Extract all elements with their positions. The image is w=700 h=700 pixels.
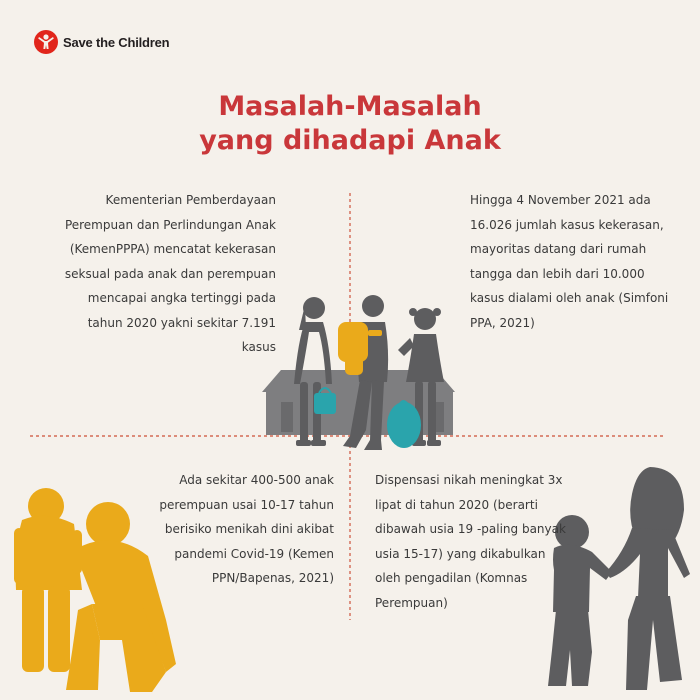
brand-name: Save the Children: [63, 34, 170, 50]
mother-silhouette: [606, 467, 690, 690]
fact-early-marriage-risk: Ada sekitar 400-500 anak perempuan usai 10-17 tahun berisiko menikah dini akibat pandemi Covid-19 (Kemen PPN/Bapenas, 2021): [159, 473, 334, 585]
fact-marriage-dispensation: Dispensasi nikah meningkat 3x lipat di tahun 2020 (berarti dibawah usia 19 -paling banyak usia 15-17) yang dikabulkan oleh pengadilan (Komnas Perempuan): [375, 473, 566, 610]
brand-logo: [34, 30, 169, 54]
save-the-children-logo-icon: [34, 30, 58, 54]
fact-kemenpppa: Kementerian Pemberdayaan Perempuan dan Perlindungan Anak (KemenPPPA) mencatat kekerasan seksual pada anak dan perempuan mencapai angka tertinggi pada tahun 2020 yakni sekitar 7.191 kasus: [64, 193, 276, 354]
page-title-line-2: yang dihadapi Anak: [199, 125, 501, 156]
fact-simfoni-ppa: Hingga 4 November 2021 ada 16.026 jumlah kasus kekerasan, mayoritas datang dari rumah tangga dan lebih dari 10.000 kasus dialami oleh anak (Simfoni PPA, 2021): [470, 193, 669, 330]
page-title-line-1: Masalah-Masalah: [218, 91, 482, 122]
child-silhouette: [14, 488, 82, 672]
